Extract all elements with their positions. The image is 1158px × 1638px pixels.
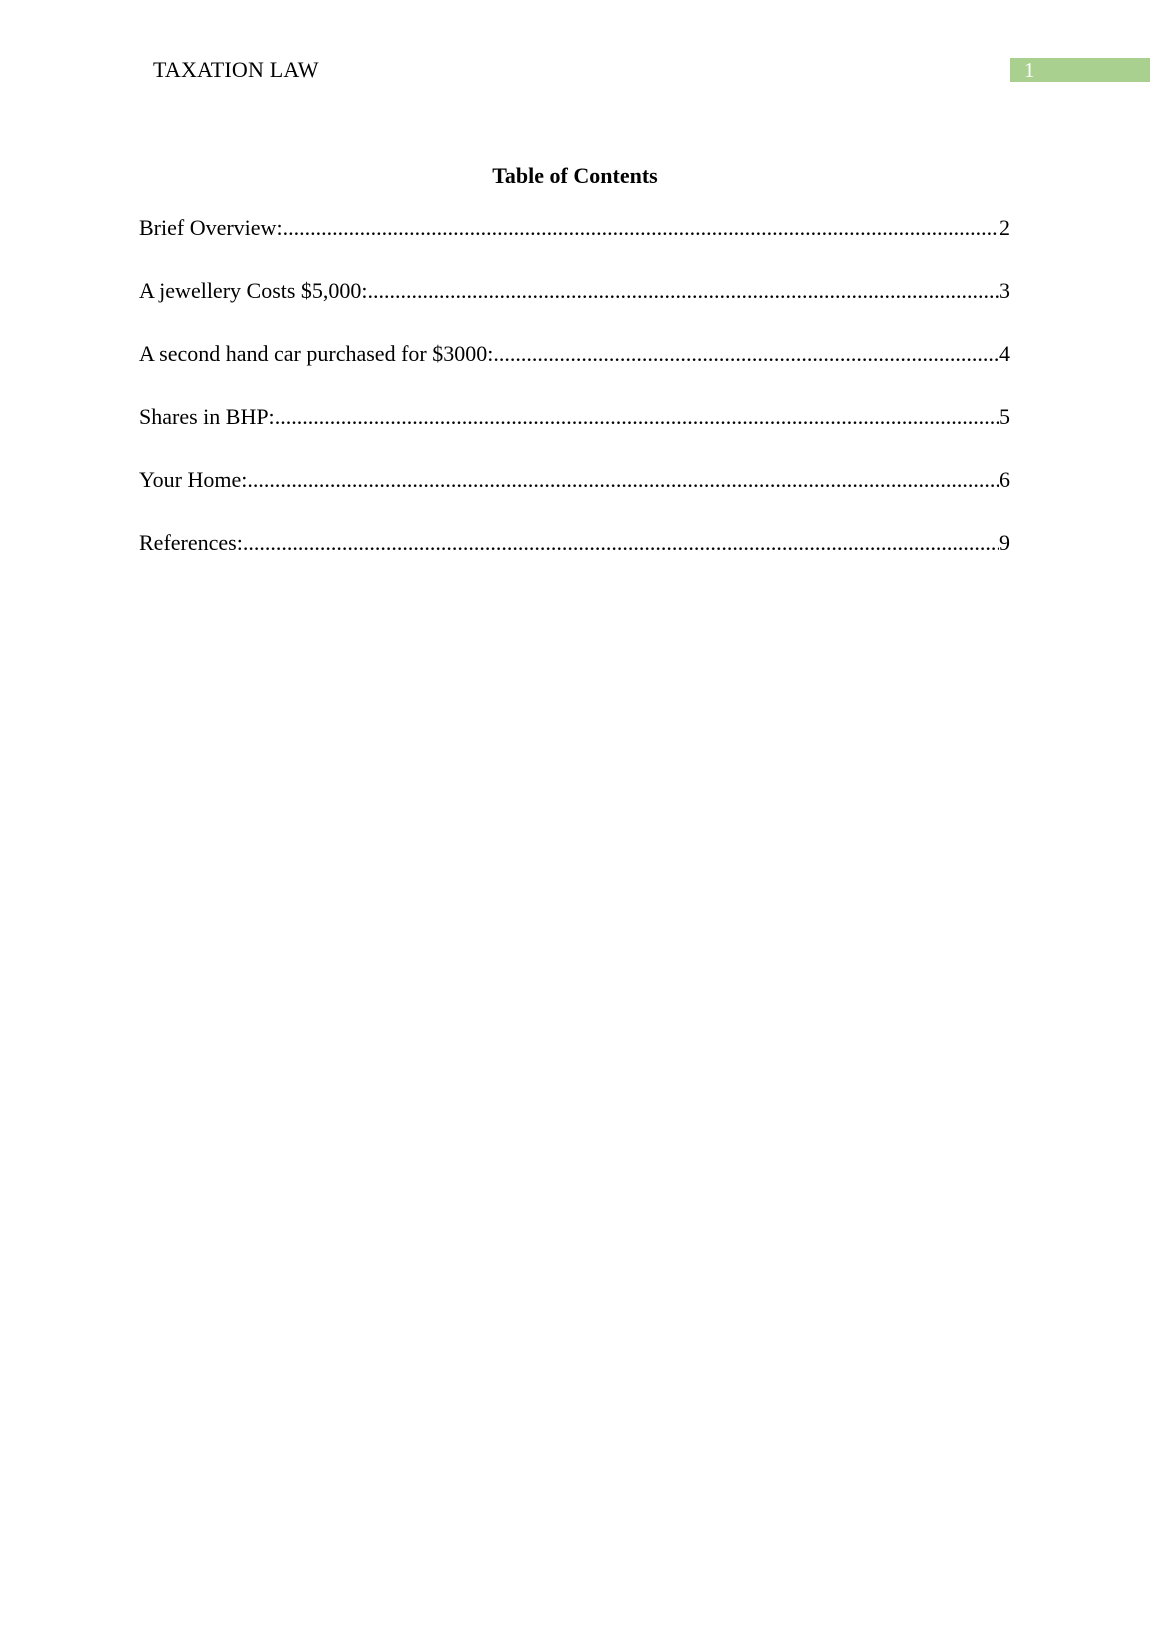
page-number: 1 — [1024, 58, 1035, 82]
toc-dot-leader — [247, 466, 999, 494]
toc-entry-second-hand-car[interactable] — [139, 340, 1010, 403]
toc-heading: Table of Contents — [492, 163, 658, 188]
toc-dot-leader — [275, 403, 999, 431]
toc-entry-page: 2 — [999, 215, 1010, 240]
toc-entry-label: References: — [139, 530, 243, 555]
table-of-contents — [139, 214, 1010, 592]
toc-entry-shares-bhp[interactable] — [139, 403, 1010, 466]
toc-entry-label: A second hand car purchased for $3000: — [139, 341, 494, 366]
toc-entry-label: Shares in BHP: — [139, 404, 275, 429]
toc-entry-page: 6 — [999, 467, 1010, 492]
toc-entry-page: 3 — [999, 278, 1010, 303]
toc-entry-page: 5 — [999, 404, 1010, 429]
toc-entry-jewellery[interactable] — [139, 277, 1010, 340]
toc-dot-leader — [243, 529, 999, 557]
toc-dot-leader — [283, 214, 999, 242]
toc-entry-label: Brief Overview: — [139, 215, 283, 240]
page-number-box — [1010, 58, 1150, 82]
toc-entry-page: 4 — [999, 341, 1010, 366]
toc-entry-brief-overview[interactable] — [139, 214, 1010, 277]
running-header-title: TAXATION LAW — [153, 57, 319, 82]
toc-entry-label: Your Home: — [139, 467, 248, 492]
toc-entry-label: A jewellery Costs $5,000: — [139, 278, 368, 303]
toc-dot-leader — [368, 277, 999, 305]
toc-entry-references[interactable] — [139, 529, 1010, 592]
toc-entry-your-home[interactable] — [139, 466, 1010, 529]
toc-entry-page: 9 — [999, 530, 1010, 555]
toc-dot-leader — [493, 340, 999, 368]
